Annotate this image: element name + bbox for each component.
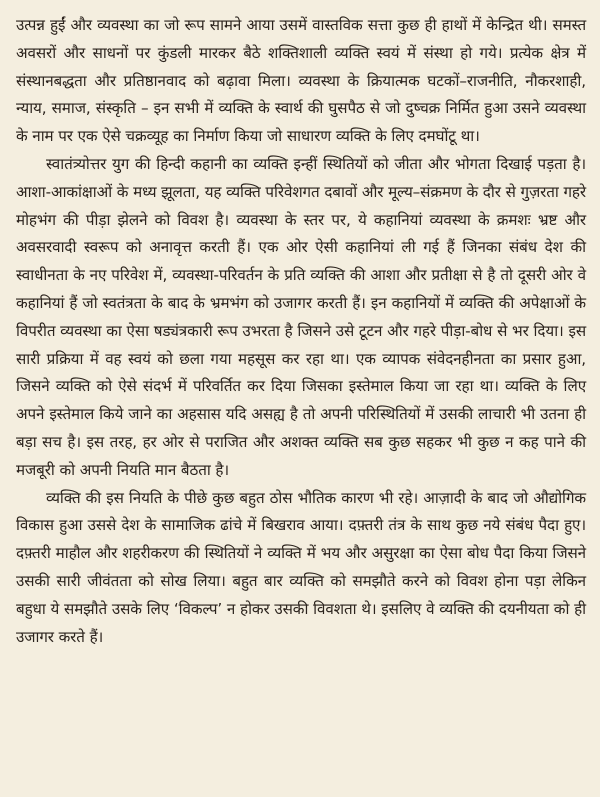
paragraph-2: स्वातंत्र्योत्तर युग की हिन्दी कहानी का व्यक्ति इन्हीं स्थितियों को जीता और भोगता दिखाई पड़ता है। आशा-आकांक्षाओं के मध्य झूलता, यह व्यक्ति परिवेशगत दबावों और मूल्य–संक्रमण के दौर से गुज़रता गहरे मोहभंग की पीड़ा झेलने को विवश है। व्यवस्था के स्तर पर, ये कहानियां व्यवस्था के क्रमशः भ्रष्ट और अवसरवादी स्वरूप को अनावृत्त करती हैं। एक ओर ऐसी कहानियां ली गई हैं जिनका संबंध देश की स्वाधीनता के नए परिवेश में, व्यवस्था-परिवर्तन के प्रति व्यक्ति की आशा और प्रतीक्षा से है तो दूसरी ओर वे कहानियां हैं जो स्वतंत्रता के बाद के भ्रमभंग को उजागर करती हैं। इन कहानियों में व्यक्ति की अपेक्षाओं के विपरीत व्यवस्था का ऐसा षड्यंत्रकारी रूप उभरता है जिसने उसे टूटन और गहरे पीड़ा-बोध से भर दिया। इस सारी प्रक्रिया में वह स्वयं को छला गया महसूस कर रहा था। एक व्यापक संवेदनहीनता का प्रसार हुआ, जिसने व्यक्ति को ऐसे संदर्भ में परिवर्तित कर दिया जिसका इस्तेमाल किया जा रहा था। व्यक्ति के लिए अपने इस्तेमाल किये जाने का अहसास यदि असह्य है तो अपनी परिस्थितियों में उसकी लाचारी भी उतना ही बड़ा सच है। इस तरह, हर ओर से पराजित और अशक्त व्यक्ति सब कुछ सहकर भी कुछ न कह पाने की मजबूरी को अपनी नियति मान बैठता है। bbox=[16, 154, 586, 479]
paragraph-1: उत्पन्न हुईं और व्यवस्था का जो रूप सामने आया उसमें वास्तविक सत्ता कुछ ही हाथों में केन्द्रित थी। समस्त अवसरों और साधनों पर कुंडली मारकर बैठे शक्तिशाली व्यक्ति स्वयं में संस्था हो गये। प्रत्येक क्षेत्र में संस्थानबद्धता और प्रतिष्ठानवाद को बढ़ावा मिला। व्यवस्था के क्रियात्मक घटकों–राजनीति, नौकरशाही, न्याय, समाज, संस्कृति – इन सभी में व्यक्ति के स्वार्थ की घुसपैठ से जो दुष्चक्र निर्मित हुआ उसने व्यवस्था के नाम पर एक ऐसे चक्रव्यूह का निर्माण किया जो साधारण व्यक्ति के लिए दमघोंटू था। bbox=[16, 16, 586, 146]
paragraph-3: व्यक्ति की इस नियति के पीछे कुछ बहुत ठोस भौतिक कारण भी रहे। आज़ादी के बाद जो औद्योगिक विकास हुआ उससे देश के सामाजिक ढांचे में बिखराव आया। दफ़्तरी तंत्र के साथ कुछ नये संबंध पैदा हुए। दफ़्तरी माहौल और शहरीकरण की स्थितियों ने व्यक्ति में भय और असुरक्षा का ऐसा बोध पैदा किया जिसने उसकी सारी जीवंतता को सोख लिया। बहुत बार व्यक्ति को समझौते करने को विवश होना पड़ा लेकिन बहुधा ये समझौते उसके लिए ‘विकल्प’ न होकर उसकी विवशता थे। इसलिए वे व्यक्ति की दयनीयता को ही उजागर करते हैं। bbox=[16, 488, 586, 646]
